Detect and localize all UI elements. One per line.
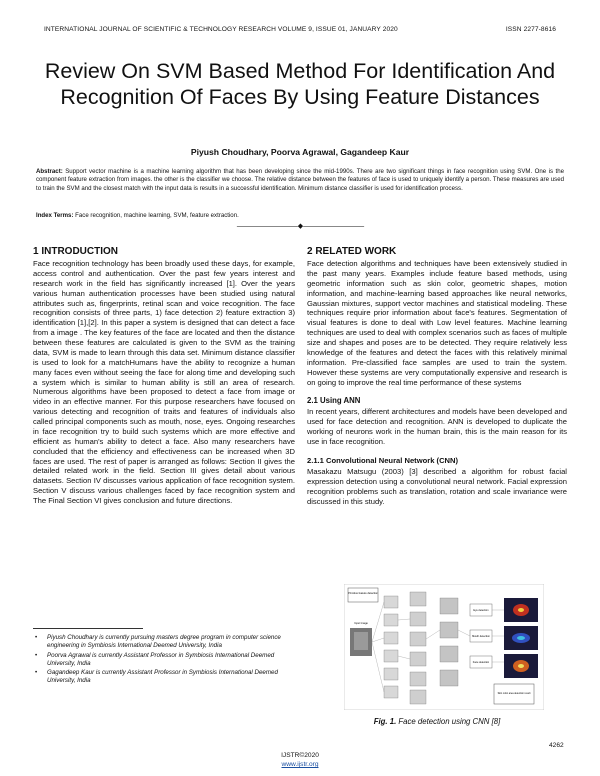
input-image-label: Input Image <box>354 622 368 625</box>
ann-text: In recent years, different architectures and models have been developed and used for face detection and recognition. ANN is developed to duplicate the working of neurons work in the human brain, this is the main reason for its use in face recognition. <box>307 407 567 446</box>
page-footer <box>0 751 600 769</box>
skin-color-label: Skin color area detection result <box>497 692 531 695</box>
footnote-item: • Poorva Agrawal is currently Assistant Professor in Symbiosis International Deemed University, India <box>35 651 275 667</box>
authors: Piyush Choudhary, Poorva Agrawal, Gagandeep Kaur <box>190 147 410 157</box>
footer-url-link[interactable]: www.ijstr.org <box>281 761 319 768</box>
section-heading-related-work: 2 RELATED WORK <box>307 246 397 257</box>
figure-caption-text: Face detection using CNN [8] <box>396 717 501 726</box>
subsubsection-heading-cnn: 2.1.1 Convolutional Neural Network (CNN) <box>307 455 459 465</box>
figure-caption <box>307 717 567 726</box>
right-column <box>307 246 567 506</box>
footnotes <box>33 628 295 687</box>
index-terms <box>36 212 564 219</box>
footnote-rule <box>33 628 143 629</box>
footnote-item: • Piyush Choudhary is currently pursuing masters degree program in computer science engineering in Symbiosis International Deemed University, India <box>35 634 281 650</box>
journal-title: INTERNATIONAL JOURNAL OF SCIENTIFIC & TECHNOLOGY RESEARCH VOLUME 9, ISSUE 01, JANUARY 2020 <box>44 26 398 33</box>
abstract-text: Support vector machine is a machine learning algorithm that has been developing since the mid-1990s. There are two significant things in face recognition using SVM. One is the component feature extraction from images. the other is the classifier we choose. The relative distance between the features of face is used to uniquely identify a person. These measures are used to train the SVM and the closest match with the input data is results in a successful identification. Minimum distance classifier is used for identification process. <box>36 168 564 192</box>
face-detection-label: Face detection <box>472 661 490 664</box>
subsection-heading-ann: 2.1 Using ANN <box>307 396 361 406</box>
primitive-feature-box <box>348 588 378 602</box>
section-divider: —————————— ◆ —————————— <box>236 223 364 230</box>
left-column <box>33 246 295 506</box>
cnn-diagram-image <box>344 584 544 710</box>
journal-header <box>44 26 556 33</box>
paper-title: Review On SVM Based Method For Identification And Recognition Of Faces By Using Feature Distances <box>44 59 556 109</box>
abstract-label: Abstract: <box>36 168 63 175</box>
footer-code: IJSTR©2020 <box>281 752 319 759</box>
cnn-text: Masakazu Matsugu (2003) [3] described a algorithm for robust facial expression detection using a convolutional neural network. Facial expression recognition problems such as translation, rotation and scale invariance were discussed in this study. <box>307 466 567 506</box>
index-terms-text: Face recognition, machine learning, SVM, feature extraction. <box>73 212 239 219</box>
figure-caption-label: Fig. 1. <box>373 717 397 726</box>
footnote-item: • Gagandeep Kaur is currently Assistant Professor in Symbiosis International Deemed University, India <box>35 669 278 685</box>
mouth-detection-label: Mouth detection <box>472 635 490 638</box>
introduction-text: Face recognition technology has been broadly used these days, for example, access control and authentication. Over the past few years interest and research work in the field has significantly increased [1]. Over the years various human authentication processes have been studied using natural attributes such as, fingerprints, retinal scan and voice recognition. The face recognition consists of three parts, 1) face detection 2) feature extraction 3) identification [1],[2]. In this paper a system is designed that can detect a face from a image . The key features of the face are located and then the distance between these features are calculated is given to the SVM as the training data, SVM is made to learn through this data set. Minimum distance classifier is used to look for a matchHumans have the ability to recognize a human many faces even without seeing the face for along time and developing such a system which is similar to human ability is still an area of research. Numerous algorithms have been proposed to detect a face from image or video in an effective manner. For this purpose researchers have focused on various detecting and recognition of traits and features of individuals also called principal components such as mouth, nose, eyes. Ongoing researches in face recognition try to build such systems which are more effective and efficient as human's ability to detect a face. Also many researchers have concluded that the efficiency and effectiveness can be increased when 3D faces are used. The rest of paper is arranged as follows: Section II gives the detailed related work in the field. Section III gives detail about various datasets. Section IV discusses various application of face recognition system. Section V discuss various challenges faced by face recognition system and The Final Section VI gives conclusion and future directions. <box>33 259 295 505</box>
index-terms-label: Index Terms: <box>36 212 74 219</box>
page-number: 4262 <box>549 742 564 749</box>
issn: ISSN 2277-8616 <box>505 26 556 33</box>
related-work-text: Face detection algorithms and techniques have been extensively studied in the past many years. Examples include feature based methods, using geometric information such as skin color, geometric shapes, motion information, and machine-learning based approaches like neural networks, Gaussian mixtures, support vector machines and statistical modeling. These techniques require prior information about face's features. Segmentation of visual features is done to deal with Low level features. Machine learning techniques are used to deal with complex scenarios such as faces of multiple size and shapes and poses are to be detected. They require relatively less knowledge of the features and detect the faces with this relatively minimal information. Pre-classified face samples are used to train the system. However these systems are very computationally expensive and research is on going to improve the real time performance of these systems <box>307 259 567 387</box>
figure-cnn-diagram <box>344 584 544 710</box>
eye-detection-label: Eye detection <box>473 609 489 612</box>
section-heading-introduction: 1 INTRODUCTION <box>33 246 118 257</box>
primitive-feature-label: Primitive feature detection <box>348 592 378 595</box>
abstract <box>36 168 564 193</box>
